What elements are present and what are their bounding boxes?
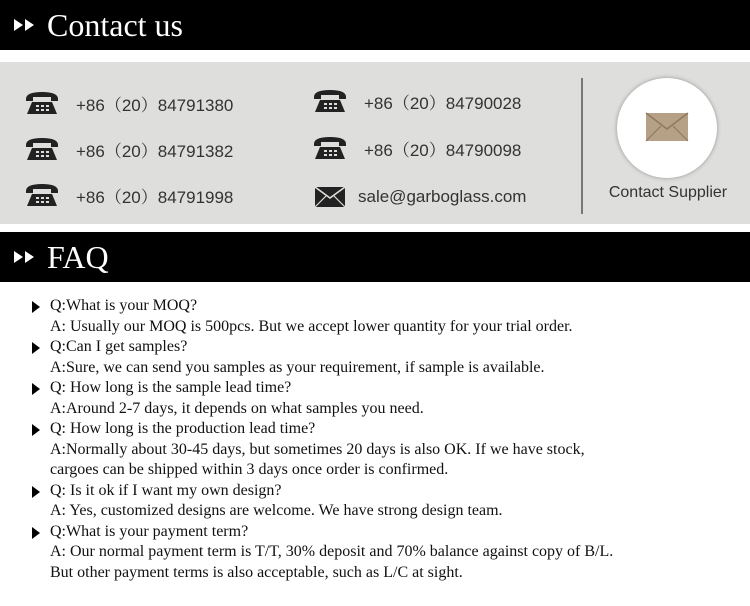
faq-header bbox=[0, 232, 750, 282]
contact-divider bbox=[581, 78, 583, 214]
phone-number-3[interactable]: +86（20）84791998 bbox=[76, 187, 234, 207]
telephone-icon bbox=[312, 88, 348, 114]
faq-answer-continued: cargoes can be shipped within 3 days once order is confirmed. bbox=[50, 461, 449, 478]
faq-question-text: Q:Can I get samples? bbox=[50, 338, 188, 355]
telephone-icon bbox=[24, 182, 60, 208]
triangle-bullet-icon bbox=[32, 527, 40, 539]
faq-question bbox=[0, 378, 750, 399]
faq-answer: A:Sure, we can send you samples as your requirement, if sample is available. bbox=[50, 358, 545, 376]
faq-item bbox=[0, 337, 750, 378]
phone-number-1[interactable]: +86（20）84791380 bbox=[76, 95, 234, 115]
phone-number-2[interactable]: +86（20）84791382 bbox=[76, 141, 234, 161]
telephone-icon bbox=[312, 135, 348, 161]
faq-item bbox=[0, 522, 750, 584]
phone-row-1 bbox=[24, 90, 233, 116]
faq-question-text: Q:What is your MOQ? bbox=[50, 297, 198, 314]
phone-row-3 bbox=[24, 182, 233, 208]
triangle-bullet-icon bbox=[32, 342, 40, 354]
triangle-bullet-icon bbox=[32, 383, 40, 395]
email-row bbox=[314, 186, 526, 208]
faq-title: FAQ bbox=[47, 239, 109, 275]
faq-item bbox=[0, 481, 750, 522]
faq-list bbox=[0, 296, 750, 583]
triangle-bullet-icon bbox=[32, 301, 40, 313]
contact-title: Contact us bbox=[47, 7, 183, 43]
contact-supplier-button[interactable] bbox=[617, 78, 717, 178]
faq-question bbox=[0, 481, 750, 502]
faq-item bbox=[0, 378, 750, 419]
envelope-icon bbox=[314, 186, 346, 208]
faq-question bbox=[0, 522, 750, 543]
faq-question-text: Q: How long is the sample lead time? bbox=[50, 379, 292, 396]
telephone-icon bbox=[24, 136, 60, 162]
faq-question-text: Q: Is it ok if I want my own design? bbox=[50, 481, 282, 499]
contact-supplier-label[interactable]: Contact Supplier bbox=[608, 184, 728, 201]
phone-row-5 bbox=[312, 135, 521, 161]
phone-number-5[interactable]: +86（20）84790098 bbox=[364, 140, 522, 160]
faq-answer: A: Our normal payment term is T/T, 30% deposit and 70% balance against copy of B/L. bbox=[50, 543, 614, 560]
phone-row-2 bbox=[24, 136, 233, 162]
faq-answer: A:Around 2-7 days, it depends on what samples you need. bbox=[50, 399, 424, 417]
faq-answer: A: Yes, customized designs are welcome. We have strong design team. bbox=[50, 502, 503, 519]
faq-question bbox=[0, 337, 750, 358]
faq-answer: A:Normally about 30-45 days, but sometimes 20 days is also OK. If we have stock, bbox=[50, 440, 585, 458]
triangle-bullet-icon bbox=[32, 424, 40, 436]
faq-answer-continued: But other payment terms is also acceptable, such as L/C at sight. bbox=[50, 563, 463, 581]
contact-header bbox=[0, 0, 750, 50]
phone-row-4 bbox=[312, 88, 521, 114]
faq-question-text: Q:What is your payment term? bbox=[50, 522, 249, 540]
envelope-icon bbox=[645, 112, 689, 142]
faq-question bbox=[0, 419, 750, 440]
double-arrow-icon bbox=[14, 0, 34, 50]
faq-answer: A: Usually our MOQ is 500pcs. But we accept lower quantity for your trial order. bbox=[50, 317, 573, 335]
faq-item bbox=[0, 419, 750, 481]
faq-question bbox=[0, 296, 750, 317]
triangle-bullet-icon bbox=[32, 486, 40, 498]
email-address[interactable]: sale@garboglass.com bbox=[358, 187, 527, 206]
faq-question-text: Q: How long is the production lead time? bbox=[50, 420, 316, 437]
faq-item bbox=[0, 296, 750, 337]
telephone-icon bbox=[24, 90, 60, 116]
double-arrow-icon bbox=[14, 232, 34, 282]
phone-number-4[interactable]: +86（20）84790028 bbox=[364, 93, 522, 113]
